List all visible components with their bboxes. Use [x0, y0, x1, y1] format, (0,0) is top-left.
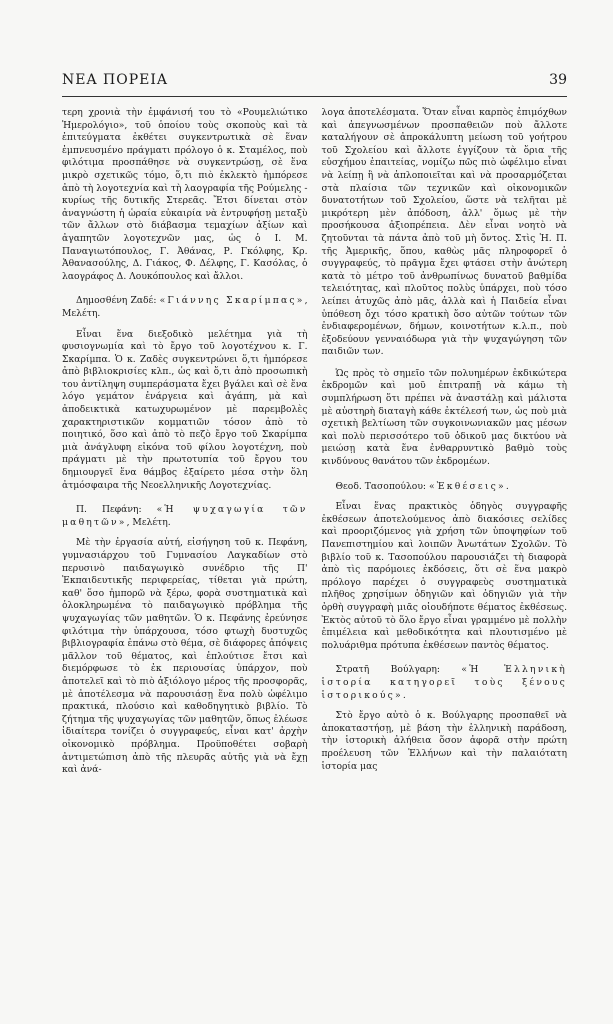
paragraph: Ὡς πρὸς τὸ σημεῖο τῶν πολυημέρων ἐκδικώτερα ἐκδρομῶν καὶ μοῦ ἐπιτραπῇ νὰ κάμω τὴ συμπλήρωση ὅτι πρέπει νὰ ἀναστάλῃ καὶ μάλιστα μὲ αὐστηρὴ διαταγὴ κάθε ἐκτέλεσή των, ὡς ποὺ μιὰ σχετικὴ βελτίωση τῶν συγκοινωνιακῶν μας μέσων καὶ πολὺ περισσότερο τοῦ ὁδικοῦ μας δικτύου νὰ μειώσῃ κατὰ ἕνα ἐνθαρρυντικὸ βαθμὸ τοὺς κινδύνους θανάτου τῶν ἐκδρομέων.: [321, 367, 567, 468]
journal-title: ΝΕΑ ΠΟΡΕΙΑ: [62, 72, 168, 88]
paragraph: λογα ἀποτελέσματα. Ὅταν εἶναι καρπὸς ἐπιμόχθων καὶ ἀπεγνωσμένων προσπαθειῶν ποὺ ἄλλοτε καταλήγουν σὲ ἀπροκάλυπτη μείωση τοῦ γοήτρου τοῦ Σχολείου καὶ ἄλλοτε ἐγγίζουν τὰ ὅρια τῆς εὐσχήμου ἐπαιτείας, νομίζω πῶς πιὸ ὠφέλιμο εἶναι νὰ λείπῃ ἢ νὰ ἀπλοποιεῖται καὶ νὰ προσαρμόζεται στὰ πλαίσια τῶν τεχνικῶν καὶ οἰκονομικῶν δυνατοτήτων τοῦ Σχολείου, ὥστε νὰ τελῆται μὲ μικρότερη μὲν ἀπόδοση, ἀλλ' ὅμως μὲ τὴν προσήκουσα ἀξιοπρέπεια. Δὲν εἶναι νοητὸ νὰ ζητοῦνται τὰ πάντα ἀπὸ τοῦ μὴ ὄντος. Στὶς Ἡ. Π. τῆς Ἀμερικῆς, ὅπου, καθὼς μᾶς πληροφορεῖ ὁ συγγραφεύς, τὸ πρᾶγμα ἔχει φτάσει στὴν ἀνώτερη κατὰ τὸ μέτρο τοῦ ἀνθρωπίνως δυνατοῦ βαθμίδα τελειότητας, καὶ πλοῦτος πολὺς ὑπάρχει, ποὺ τόσο λείπει ἀτυχῶς ἀπὸ μᾶς, ἀλλὰ καὶ ἡ Παιδεία εἶναι ὑπόθεση ὄχι τόσο κρατικὴ ὅσο αὐτῶν τούτων τῶν ἐνδιαφερομένων, δήμων, κοινοτήτων κ.λ.π., ποὺ ἐξοδεύουν γενναιόδωρα γιὰ τὴν ψυχαγώγηση τῶν παιδιῶν των.: [321, 107, 567, 358]
review-genre: .: [402, 689, 406, 701]
paragraph: Εἶναι ἕνα διεξοδικὸ μελέτημα γιὰ τὴ φυσιογνωμία καὶ τὸ ἔργο τοῦ λογοτέχνου κ. Γ. Σκαρίμπα. Ὁ κ. Ζαδὲς συγκεντρώνει ὅ,τι ἠμπόρεσε ἀπὸ βιβλιοκρισίες κλπ., ὡς καὶ ὅ,τι ἀπὸ προσωπικὴ του ἀντίληψη συμπεράσματα ἔχει βγάλει καὶ σὲ ἕνα λόγο γεμάτον ἐνάργεια καὶ ἀγάπη, μὰ καὶ ἀποδεικτικὰ κατωχυρωμένον μὲ παρεμβολὲς χαρακτηριστικῶν κομματιῶν τόσον ἀπὸ τὸ ποιητικό, ὅσο καὶ ἀπὸ τὸ πεζὸ ἔργο τοῦ Σκαρίμπα μιὰ ἀνάγλυφη εἰκόνα τοῦ φίλου λογοτέχνη, ποὺ πράγματι μὲ τὴν πρωτοτυπία τοῦ ἔργου του δημιουργεῖ ἕνα θάμβος ἐξαίρετο μέσα στὴν ὅλη ἀτμόσφαιρα τῆς Νεοελληνικῆς Λογοτεχνίας.: [62, 328, 308, 491]
running-header: [62, 72, 567, 88]
review-title: «Ἐκθέσεις»: [428, 480, 506, 492]
paragraph: Μὲ τὴν ἐργασία αὐτή, εἰσήγηση τοῦ κ. Πεφάνη, γυμνασιάρχου τοῦ Γυμνασίου Λαγκαδίων στὸ περυσινὸ παιδαγωγικὸ συνέδριο τῆς Π' Ἐκπαιδευτικῆς περιφερείας, τίθεται γιὰ πρώτη, καθ' ὅσο ἠμπορῶ νὰ ξέρω, φορὰ συστηματικὰ καὶ ὁλοκληρωμένα τὸ παιδαγωγικὸ πρόβλημα τῆς ψυχαγωγίας τῶν μαθητῶν. Ὁ κ. Πεφάνης ἐρεύνησε φιλότιμα τὴν ὑπάρχουσα, τόσο φτωχὴ δυστυχῶς βιβλιογραφία ἐπάνω στὸ θέμα, σὲ διάφορες ἀπόψεις μᾶλλον τοῦ θέματος, καὶ ἐπλούτισε ἔτσι καὶ διεμόρφωσε τὸ ἐκ περιουσίας ὑπάρχον, ποὺ ἀποτελεῖ καὶ τὸ πιὸ ἀξιόλογο μέρος τῆς προσφορᾶς, μὲ ἀποτέλεσμα νὰ παρουσιάσῃ ἕνα πολὺ ὠφέλιμο πρακτικά, πλούσιο καὶ καθοδηγητικὸ βιβλίο. Τὸ ζήτημα τῆς ψυχαγωγίας τῶν μαθητῶν, ὅπως ἐλέωσε ἰδιαίτερα τονίζει ὁ συγγραφεύς, εἶναι κατ' ἀρχὴν οἰκονομικὸ πρόβλημα. Προϋποθέτει σοβαρὴ ἀντιμετώπιση ἀπὸ τῆς πλευρᾶς αὐτῆς γιὰ νὰ ἔχῃ καὶ ἀνά-: [62, 537, 308, 776]
review-title: «Ἡ ψυχαγωγία τῶν μαθητῶν»: [62, 504, 308, 528]
review-heading: [322, 481, 568, 494]
left-column: [62, 107, 308, 786]
review-heading: [62, 504, 308, 529]
review-title: «Γιάννης Σκαρίμπας»: [159, 295, 305, 307]
paragraph: Εἶναι ἕνας πρακτικὸς ὁδηγὸς συγγραφῆς ἐκθέσεων ἀποτελούμενος ἀπὸ διακόσιες σελίδες καὶ προοριζόμενος γιὰ χρήση τῶν ὑποψηφίων τοῦ Πανεπιστημίου καὶ λοιπῶν Ἀνωτάτων Σχολῶν. Τὸ βιβλίο τοῦ κ. Τασοπούλου παρουσιάζει τὴ διαφορὰ ἀπὸ τὶς παρόμοιες ἐκδόσεις, ὅτι σὲ ἕνα μακρὸ πρόλογο παρέχει ὁ συγγραφεὺς συστηματικὰ πλῆθος χρησίμων ὁδηγιῶν καὶ ὁδηγιῶν γιὰ τὴν ὀρθὴ συγγραφὴ μιᾶς οἱουδήποτε θέματος ἐκθέσεως. Ἐκτὸς αὐτοῦ τὸ ὅλο ἔργο εἶναι γραμμένο μὲ πολλὴν ἐπιμέλεια καὶ μεθοδικότητα καὶ πλουτισμένο μὲ πολυάριθμα πρότυπα ἐκθέσεων παντὸς θέματος.: [321, 501, 567, 651]
review-genre: , Μελέτη.: [126, 516, 171, 528]
review-author: Π. Πεφάνη:: [76, 504, 142, 516]
review-title: «Ἡ Ἑλληνικὴ ἱστορία κατηγορεῖ τοὺς ξένους ἱστορικούς»: [321, 664, 567, 701]
right-column: [322, 107, 568, 786]
review-genre: , Μελέτη.: [62, 295, 308, 319]
review-heading: [322, 664, 568, 702]
header-rule: [62, 96, 567, 97]
review-author: Θεοδ. Τασοπούλου:: [335, 480, 427, 492]
paragraph: Στὸ ἔργο αὐτὸ ὁ κ. Βούλγαρης προσπαθεῖ νὰ ἀποκαταστήσῃ, μὲ βάση τὴν ἑλληνικὴ παράδοση, τὴν ἱστορικὴ ἀλήθεια ὅσον ἀφορᾶ στὴν πρώτη προέλευση τῶν Ἑλλήνων καὶ τὴν παλαιότατη ἱστορία μας: [321, 710, 567, 772]
review-author: Δημοσθένη Ζαδέ:: [76, 295, 157, 307]
two-column-body: [62, 107, 567, 786]
page-number: 39: [549, 72, 567, 88]
review-genre: .: [505, 480, 509, 492]
paragraph: τερη χρονιὰ τὴν ἐμφάνισή του τὸ «Ρουμελιώτικο Ἡμερολόγιο», τοῦ ὁποίου τοὺς σκοποὺς καὶ τὰ ἐπιτεύγματα ἐκθέτει συγκεντρωτικὰ σὲ ἕναν ἐμπνευσμένο πράγματι πρόλογο ὁ κ. Σταμέλος, ποὺ φιλότιμα προσπάθησε νὰ συγκεντρώσῃ, σὲ ἕνα μικρὸ σχετικῶς τόμο, ὅ,τι πιὸ ἐκλεκτὸ ἠμπόρεσε ἀπὸ τὴ λογοτεχνία καὶ τὴ λαογραφία τῆς Ρούμελης - κυρίως τῆς δυτικῆς Στερεᾶς. Ἔτσι δίνεται στὸν ἀναγνώστη ἡ ὡραία εὐκαιρία νὰ ἐντρυφήσῃ μεταξὺ τῶν ἄλλων στὸ διάβασμα τεμαχίων ἀξίων καὶ ἀγαπητῶν λογοτεχνῶν μας, ὡς ὁ Ι. Μ. Παναγιωτόπουλος, Γ. Ἀθάνας, Ρ. Γκόλφης, Κρ. Ἀθανασούλης, Δ. Γιάκος, Φ. Δέλφης, Γ. Κασόλας, ὁ λαογράφος Δ. Λουκόπουλος καὶ ἄλλοι.: [62, 107, 308, 282]
review-author: Στρατῆ Βούλγαρη:: [335, 664, 441, 676]
review-heading: [62, 295, 308, 320]
